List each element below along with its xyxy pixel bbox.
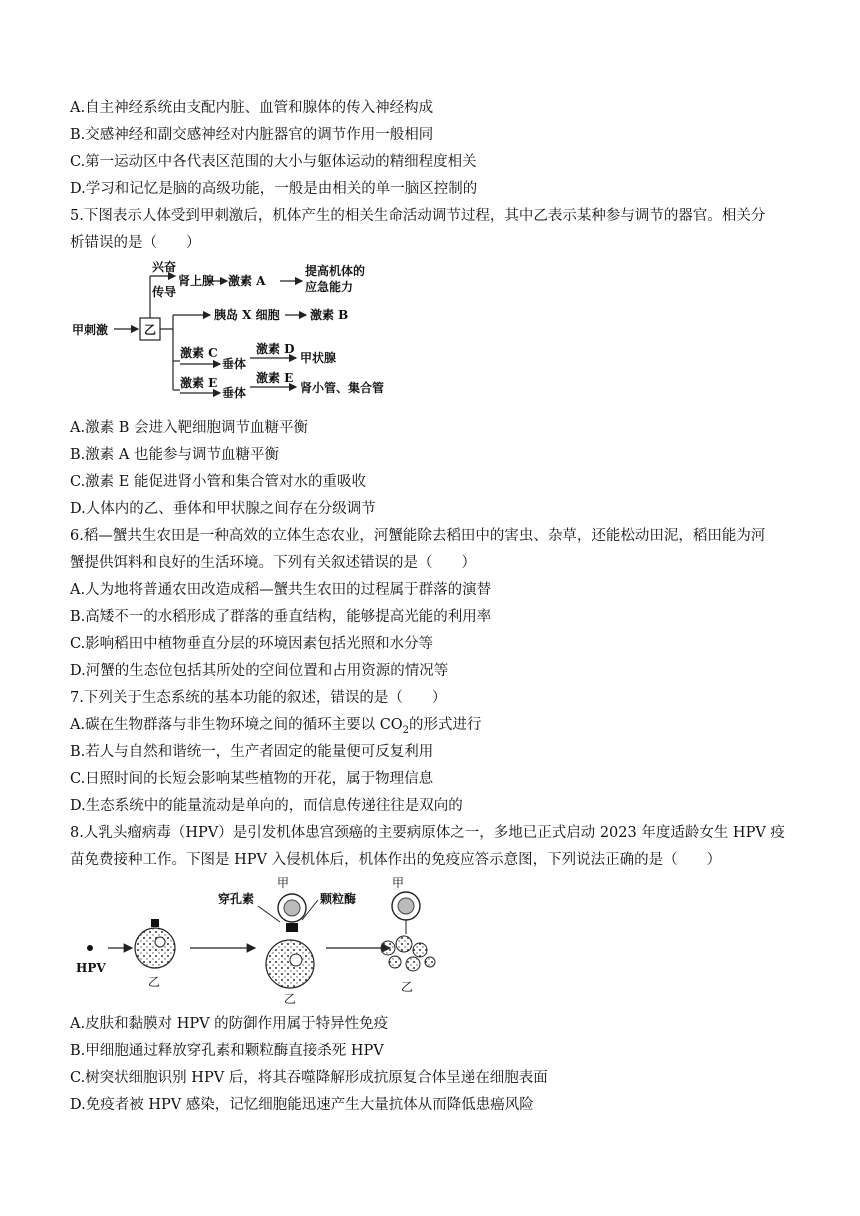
perforin-label: 穿孔素 [218, 892, 255, 906]
q8-stem-line2: 苗免费接种工作。下图是 HPV 入侵机体后，机体作出的免疫应答示意图，下列说法正确的是（ ） [70, 852, 722, 868]
q5-option-b: B.激素 A 也能参与调节血糖平衡 [70, 447, 279, 463]
q8-option-c: C.树突状细胞识别 HPV 后，将其吞噬降解形成抗原复合体呈递在细胞表面 [70, 1070, 548, 1086]
q5-option-d: D.人体内的乙、垂体和甲状腺之间存在分级调节 [70, 501, 376, 517]
infected-cell-1-icon [135, 919, 175, 968]
q6-option-d: D.河蟹的生态位包括其所处的空间位置和占用资源的情况等 [70, 663, 449, 679]
q4-option-d: D.学习和记忆是脑的高级功能，一般是由相关的单一脑区控制的 [70, 181, 478, 197]
pituitary-label-1: 垂体 [222, 357, 247, 371]
killer-cell-1-icon [278, 894, 306, 932]
q4-option-c: C.第一运动区中各代表区范围的大小与躯体运动的精细程度相关 [70, 154, 477, 170]
q6-stem-line2: 蟹提供饵料和良好的生活环境。下列有关叙述错误的是（ ） [70, 555, 476, 571]
lysed-cell-icon [381, 936, 435, 971]
q7-option-d: D.生态系统中的能量流动是单向的，而信息传递往往是双向的 [70, 798, 463, 814]
hormone-e-label-1: 激素 E [180, 376, 218, 390]
hpv-label: HPV [76, 961, 106, 975]
granzyme-label: 颗粒酶 [320, 892, 357, 906]
hormone-e-label-2: 激素 E [256, 371, 294, 385]
q7-option-a: A.碳在生物群落与非生物环境之间的循环主要以 $CO_2$的形式进行 [70, 717, 482, 736]
jia-label-2: 甲 [392, 876, 405, 890]
target-cell-icon [266, 940, 314, 988]
cell-2-label: 乙 [284, 992, 297, 1006]
q5-stem-line1: 5.下图表示人体受到甲刺激后，机体产生的相关生命活动调节过程，其中乙表示某种参与调节的器官。相关分 [70, 208, 766, 224]
q4-option-b: B.交感神经和副交感神经对内脏器官的调节作用一般相同 [70, 127, 434, 143]
co2-subscript: 2 [402, 724, 410, 736]
excite-label-2: 传导 [152, 285, 177, 299]
q5-stem-line2: 析错误的是（ ） [70, 235, 201, 251]
islet-cell-label: 胰岛 X 细胞 [214, 308, 280, 322]
result-label-1: 提高机体的 [305, 264, 366, 278]
q8-immune-response-diagram [70, 876, 450, 1010]
cell-3-label: 乙 [401, 980, 414, 994]
pituitary-label-2: 垂体 [222, 386, 247, 400]
stimulus-label: 甲刺激 [72, 323, 109, 337]
q6-stem-line1: 6.稻—蟹共生农田是一种高效的立体生态农业，河蟹能除去稻田中的害虫、杂草，还能松动田泥，稻田能为河 [70, 528, 766, 544]
q6-option-b: B.高矮不一的水稻形成了群落的垂直结构，能够提高光能的利用率 [70, 609, 492, 625]
q8-option-d: D.免疫者被 HPV 感染，记忆细胞能迅速产生大量抗体从而降低患癌风险 [70, 1097, 534, 1113]
q7-stem: 7.下列关于生态系统的基本功能的叙述，错误的是（ ） [70, 690, 447, 706]
hormone-a-label: 激素 A [228, 274, 266, 288]
thyroid-label: 甲状腺 [300, 351, 337, 365]
q4-option-a: A.自主神经系统由支配内脏、血管和腺体的传入神经构成 [70, 100, 434, 116]
q8-option-a: A.皮肤和黏膜对 HPV 的防御作用属于特异性免疫 [70, 1016, 389, 1032]
hormone-b-label: 激素 B [310, 308, 349, 322]
kidney-label: 肾小管、集合管 [300, 381, 385, 395]
q8-stem-line1: 8.人乳头瘤病毒（HPV）是引发机体患宫颈癌的主要病原体之一，多地已正式启动 2023 年度适龄女生 HPV 疫 [70, 825, 785, 841]
q6-option-c: C.影响稻田中植物垂直分层的环境因素包括光照和水分等 [70, 636, 434, 652]
adrenal-label: 肾上腺 [178, 274, 215, 288]
killer-cell-2-icon [392, 892, 420, 934]
organ-label: 乙 [144, 323, 157, 337]
q7-option-c: C.日照时间的长短会影响某些植物的开花，属于物理信息 [70, 771, 434, 787]
q7-option-b: B.若人与自然和谐统一，生产者固定的能量便可反复利用 [70, 744, 434, 760]
q5-option-c: C.激素 E 能促进肾小管和集合管对水的重吸收 [70, 474, 366, 490]
hormone-d-label: 激素 D [256, 342, 295, 356]
excite-label-1: 兴奋 [152, 260, 177, 274]
result-label-2: 应急能力 [305, 280, 354, 294]
hpv-particle-icon [87, 945, 93, 951]
q8-option-b: B.甲细胞通过释放穿孔素和颗粒酶直接杀死 HPV [70, 1043, 384, 1059]
cell-1-label: 乙 [148, 975, 161, 989]
q5-regulation-diagram [70, 258, 410, 410]
q6-option-a: A.人为地将普通农田改造成稻—蟹共生农田的过程属于群落的演替 [70, 582, 492, 598]
jia-label-1: 甲 [277, 876, 290, 890]
hormone-c-label: 激素 C [180, 346, 218, 360]
q5-option-a: A.激素 B 会进入靶细胞调节血糖平衡 [70, 420, 308, 436]
